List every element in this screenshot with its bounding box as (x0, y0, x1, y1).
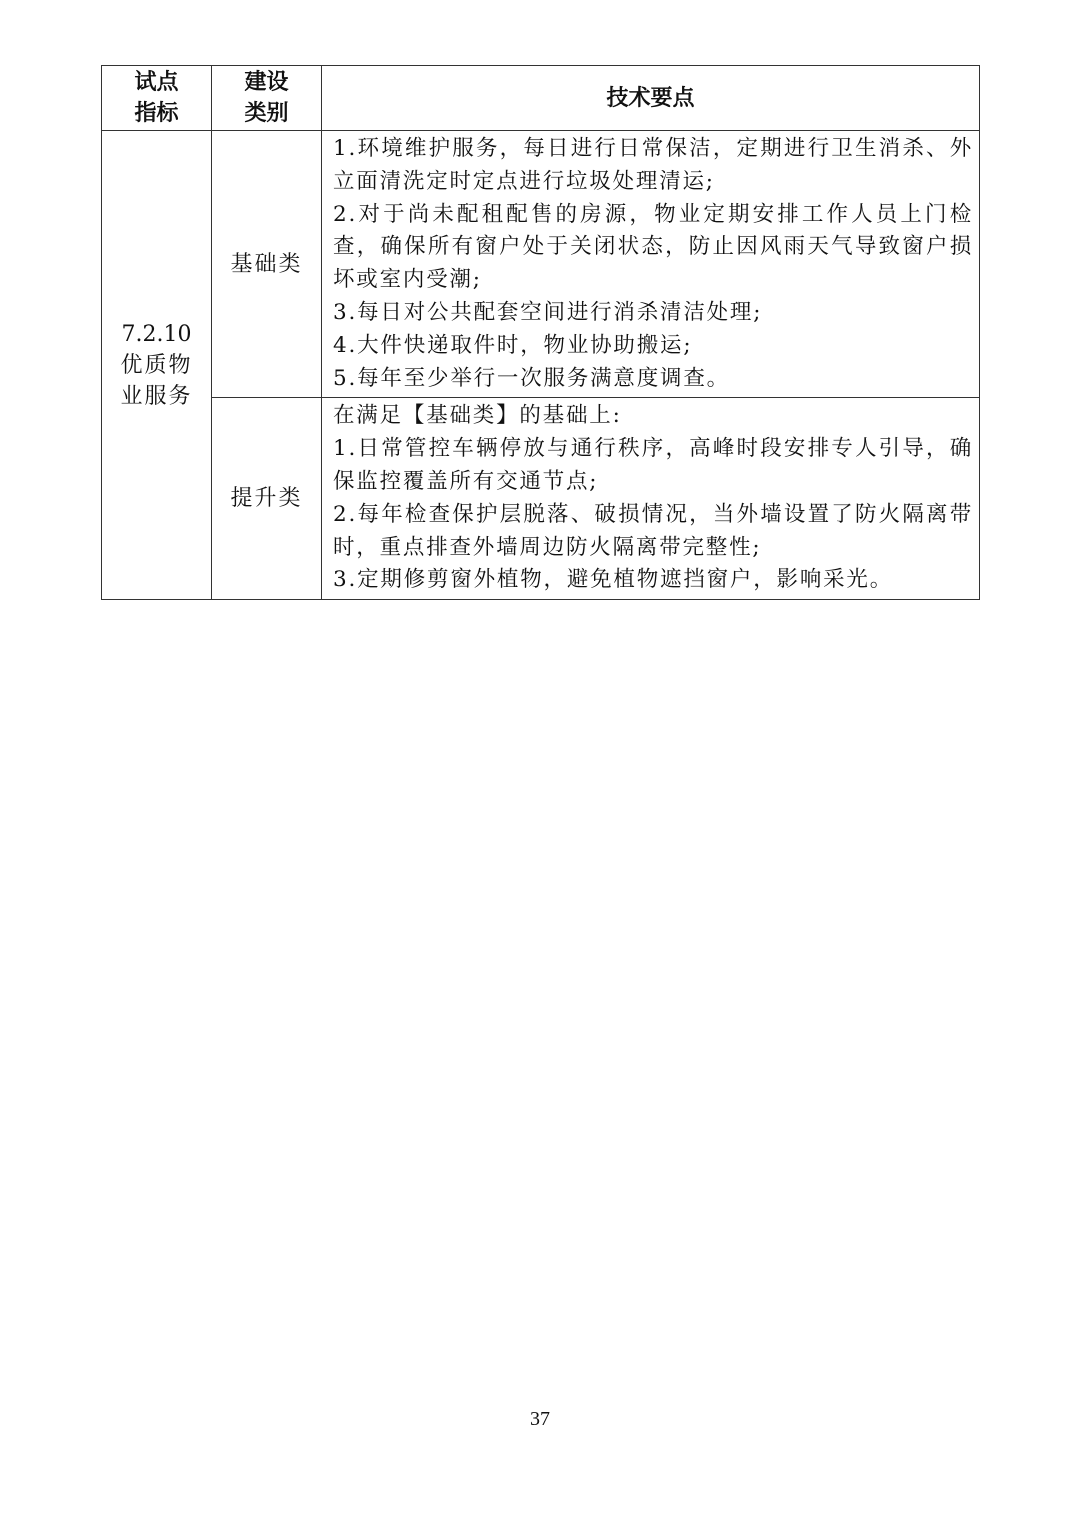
category-basic: 基础类 (212, 131, 322, 398)
header-index-line-1: 试点 (134, 70, 179, 95)
table-row-basic (102, 131, 980, 398)
header-category-line-1: 建设 (244, 70, 289, 95)
advanced-point-3: 3.定期修剪窗外植物，避免植物遮挡窗户，影响采光。 (333, 567, 894, 593)
basic-point-1: 1.环境维护服务，每日进行日常保洁，定期进行卫生消杀、外立面清洗定时定点进行垃圾处理清运; (333, 136, 973, 194)
index-cell (102, 131, 212, 600)
index-code: 7.2.10 (121, 321, 192, 347)
category-advanced: 提升类 (212, 398, 322, 600)
basic-point-4: 4.大件快递取件时，物业协助搬运; (333, 332, 693, 358)
points-advanced (322, 398, 980, 600)
header-category-line-2: 类别 (244, 101, 289, 126)
advanced-point-1: 1.日常管控车辆停放与通行秩序，高峰时段安排专人引导，确保监控覆盖所有交通节点; (333, 436, 973, 494)
header-index-line-2: 指标 (134, 101, 179, 126)
advanced-point-2: 2.每年检查保护层脱落、破损情况，当外墙设置了防火隔离带时，重点排查外墙周边防火隔离带完整性; (333, 501, 973, 560)
advanced-point-intro: 在满足【基础类】的基础上: (333, 403, 622, 429)
basic-point-5: 5.每年至少举行一次服务满意度调查。 (333, 365, 730, 391)
header-technical-points: 技术要点 (322, 66, 980, 131)
table-header-row (102, 66, 980, 131)
index-name-line-2: 业服务 (120, 383, 193, 409)
header-index (102, 66, 212, 131)
index-name-line-1: 优质物 (120, 352, 193, 378)
table-row-advanced (102, 398, 980, 600)
page-number: 37 (530, 1408, 550, 1430)
basic-point-3: 3.每日对公共配套空间进行消杀清洁处理; (333, 299, 763, 325)
points-basic (322, 131, 980, 398)
header-category (212, 66, 322, 131)
basic-point-2: 2.对于尚未配租配售的房源，物业定期安排工作人员上门检查，确保所有窗户处于关闭状态，防止因风雨天气导致窗户损坏或室内受潮; (333, 201, 973, 293)
technical-points-table (101, 65, 980, 600)
